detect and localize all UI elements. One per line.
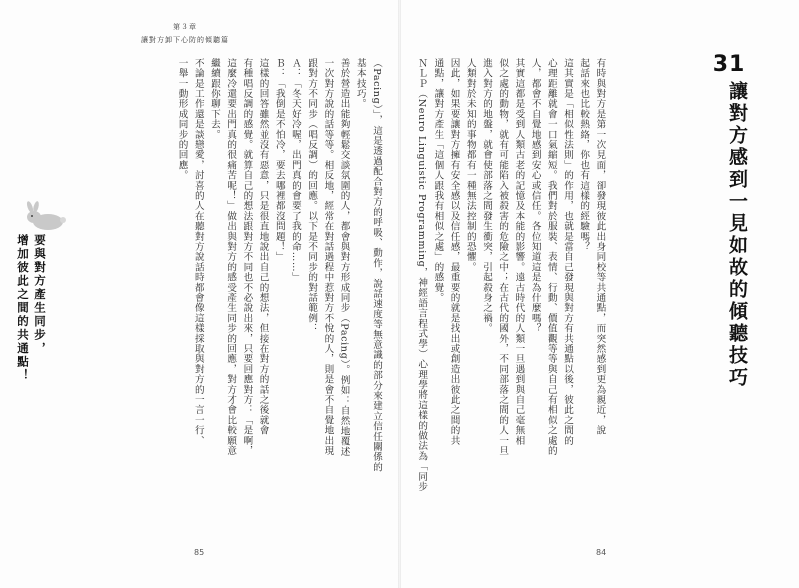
paragraph: 因此，如果要讓對方擁有安全感以及信任感，最重要的就是找出或創造出彼此之間的共 [448,58,460,446]
paragraph: ＮＬＰ（Neuro Linguistic Programming，神經語言程式學）心理學將這樣的做法為「同步 [416,58,428,492]
paragraph: 通點，讓對方產生「這個人跟我有相似之處」的感覺。 [432,58,444,303]
paragraph: 有種唱反調的感覺。就算自己的想法跟對方不同也不必說出來，只要回應對方：「是啊， [241,58,253,456]
left-page-body [173,58,384,528]
paragraph: 一次對方說的話等等。相反地，經常在對話過程中惹對方不悅的人，則是會不自覺地出現 [322,58,334,456]
paragraph: 心理距離就會一口氣縮短。我們對於服裝、表情、行動、價值觀等等與自己有相似之處的 [545,58,557,456]
paragraph: 有時與對方是第一次見面，卻發現彼此出身同校等共通點，而突然感到更為親近，說 [594,58,606,436]
chapter-title: 讓對方卸下心防的傾聽篇 [141,36,229,44]
page-number-right: 84 [596,548,607,557]
summary-line: 增加彼此之間的共通點！ [16,234,30,383]
paragraph: 繼續跟你聊下去。 [208,58,220,140]
paragraph: 跟對方不同步（唱反調）的回應。以下是不同步的對話範例： [306,58,318,334]
paragraph: 一舉一動形成同步的回應。 [176,58,188,181]
rabbit-illustration [24,200,68,232]
right-page-body [413,58,607,528]
page-number-left: 85 [194,548,205,557]
summary-line: 要與對方產生同步， [33,234,47,356]
paragraph: （Pacing）」，這是透過配合對方的呼吸、動作，說話速度等無意識的部分來建立信任關係的 [371,58,382,473]
paragraph: 人類對於未知的事物都有一種無法控制的恐懼。 [464,58,476,273]
paragraph: Ｂ：「我倒是不怕冷，要去哪裡都沒問題！」 [273,58,285,262]
paragraph: 其實這都是受到人類古老的記憶及本能的影響。遠古時代的人類一旦遇到與自己毫無相 [513,58,525,446]
paragraph: 這麼冷還要出門真的很痛苦呢！」做出與對方的感受產生同步的回應，對方才會比較願意 [225,58,237,456]
paragraph: 人，都會不自覺地感到安心或信任。各位知道這是為什麼嗎？ [529,58,541,334]
paragraph: 起話來也比較熱絡，你也有這樣的經驗嗎？ [578,58,590,252]
paragraph: 這樣的回答雖然並沒有惡意，只是很直地說出自己的想法，但接在對方的話之後就會 [257,58,269,436]
section-heading: 讓對方感到一見如故的傾聽技巧 [726,81,748,389]
page-gutter [398,0,401,588]
paragraph: 基本技巧。 [354,58,366,109]
running-header [120,22,250,45]
section-number: 31 [712,52,746,77]
paragraph: 進入對方的地盤，就會使部落之間發生衝突，引起殺身之禍。 [481,58,493,334]
paragraph: Ａ：「冬天好冷喔，出門真的會要了我的命……」 [289,58,301,283]
section-title [709,52,749,389]
paragraph: 這其實是「相似性法則」的作用，也就是當自己發現與對方有共通點以後，彼此之間的 [562,58,574,446]
paragraph: 似之處的動物，就有可能陷入被殺害的危險之中；在古代的國外，不同部落之間的人一旦 [497,58,509,456]
summary-note [14,234,48,534]
paragraph: 善於營造出能夠輕鬆交談氛圍的人，都會與對方形成同步（Pacing）。例如：自然地覆述 [338,58,350,457]
chapter-label: 第３章 [173,23,197,31]
paragraph: 不論是工作還是談戀愛，討喜的人在聽對方說話時都會像這樣採取與對方的一言一行、 [192,58,204,446]
